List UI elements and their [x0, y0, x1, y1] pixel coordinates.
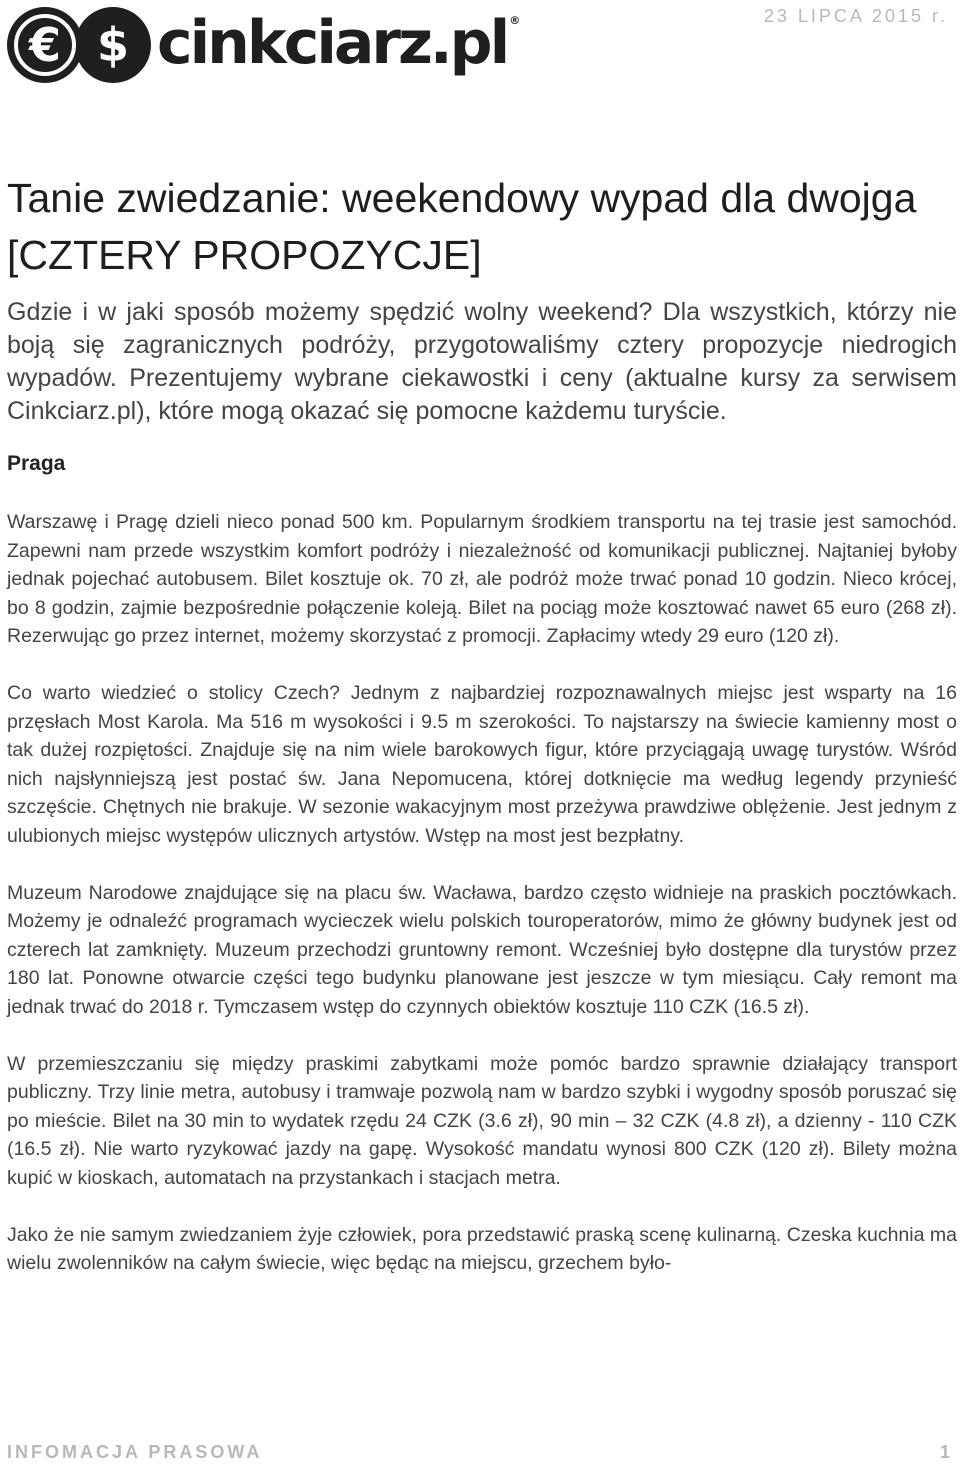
euro-coin-icon: € — [7, 7, 83, 83]
body-paragraph: W przemieszczaniu się między praskimi zabytkami może pomóc bardzo sprawnie działający transport publiczny. Trzy linie metra, autobusy i tramwaje pozwolą nam w bardzo szybki i wygodny sposób poruszać się po mieście. Bilet na 30 min to wydatek rzędu 24 CZK (3.6 zł), 90 min – 32 CZK (4.8 zł), a dzienny - 110 CZK (16.5 zł). Nie warto ryzykować jazdy na gapę. Wysokość mandatu wynosi 800 CZK (120 zł). Bilety można kupić w kioskach, automatach na przystankach i stacjach metra. — [7, 1052, 957, 1189]
registered-mark: ® — [509, 14, 521, 27]
release-date: 23 LIPCA 2015 r. — [763, 6, 948, 26]
cinkciarz-logo — [7, 5, 520, 85]
body-paragraph: Warszawę i Pragę dzieli nieco ponad 500 km. Popularnym środkiem transportu na tej trasie jest samochód. Zapewni nam przede wszystkim komfort podróży i niezależność od komunikacji publicznej. Najtaniej byłoby jednak pojechać autobusem. Bilet kosztuje ok. 70 zł, ale podróż może trwać ponad 10 godzin. Nieco krócej, bo 8 godzin, zajmie bezpośrednie połączenie koleją. Bilet na pociąg może kosztować nawet 65 euro (268 zł). Rezerwując go przez internet, możemy skorzystać z promocji. Zapłacimy wtedy 29 euro (120 zł). — [7, 511, 957, 647]
article-body — [7, 508, 957, 1306]
page-number: 1 — [939, 1442, 950, 1462]
article-title: Tanie zwiedzanie: weekendowy wypad dla dwojga [CZTERY PROPOZYCJE] — [7, 175, 917, 278]
body-paragraph: Jako że nie samym zwiedzaniem żyje człowiek, pora przedstawić praską scenę kulinarną. Czeska kuchnia ma wielu zwolenników na całym świecie, więc będąc na miejscu, grzechem było- — [7, 1223, 957, 1274]
footer-label: INFOMACJA PRASOWA — [7, 1442, 263, 1462]
dollar-coin-icon: $ — [75, 7, 151, 83]
brand-wordmark: cinkciarz.pl ® — [157, 8, 521, 78]
body-paragraph: Co warto wiedzieć o stolicy Czech? Jednym z najbardziej rozpoznawalnych miejsc jest wsparty na 16 przęsłach Most Karola. Ma 516 m wysokości i 9.5 m szerokości. To najstarszy na świecie kamienny most o tak dużej rozpiętości. Znajduje się na nim wiele barokowych figur, które przyciągają uwagę turystów. Wśród nich najsłynniejszą jest postać św. Jana Nepomucena, której dotknięcie ma według legendy przynieść szczęście. Chętnych nie brakuje. W sezonie wakacyjnym most przeżywa prawdziwe oblężenie. Jest jednym z ulubionych miejsc występów ulicznych artystów. Wstęp na most jest bezpłatny. — [7, 682, 957, 847]
section-heading-praga: Praga — [7, 452, 66, 475]
body-paragraph: Muzeum Narodowe znajdujące się na placu św. Wacława, bardzo często widnieje na praskich pocztówkach. Możemy je odnaleźć programach wycieczek wielu polskich touroperatorów, mimo że główny budynek jest od czterech lat zamknięty. Muzeum przechodzi gruntowny remont. Wcześniej było dostępne dla turystów przez 180 lat. Ponowne otwarcie części tego budynku planowane jest jeszcze w tym miesiącu. Cały remont ma jednak trwać do 2018 r. Tymczasem wstęp do czynnych obiektów kosztuje 110 CZK (16.5 zł). — [7, 881, 957, 1018]
article-lead: Gdzie i w jaki sposób możemy spędzić wolny weekend? Dla wszystkich, którzy nie boją się zagranicznych podróży, przygotowaliśmy cztery propozycje niedrogich wypadów. Prezentujemy wybrane ciekawostki i ceny (aktualne kursy za serwisem Cinkciarz.pl), które mogą okazać się pomocne każdemu turyście. — [7, 298, 957, 425]
